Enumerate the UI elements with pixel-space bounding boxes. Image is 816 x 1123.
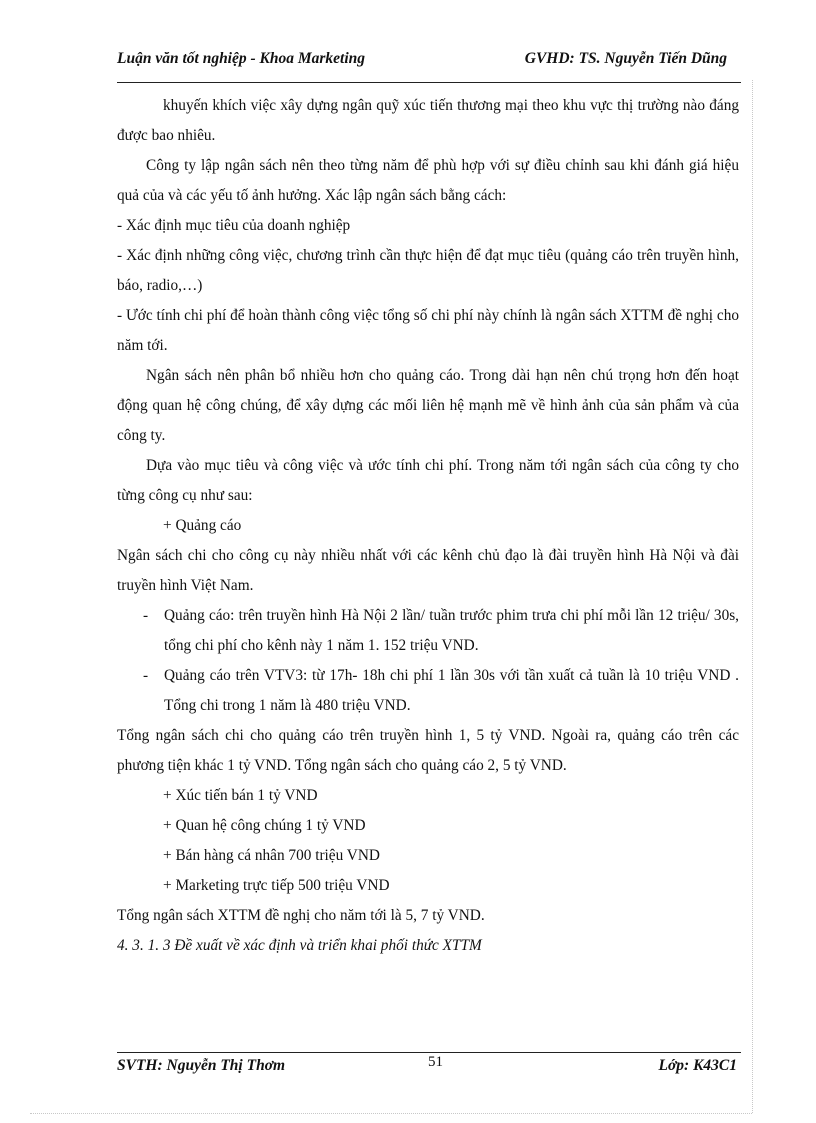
list-item: + Quảng cáo	[163, 517, 242, 534]
header-thesis-title: Luận văn tốt nghiệp - Khoa Marketing	[117, 50, 366, 67]
page-footer	[117, 1054, 741, 1080]
list-item: + Xúc tiến bán 1 tỷ VND	[163, 787, 318, 804]
paragraph: Công ty lập ngân sách nên theo từng năm để phù hợp với sự điều chỉnh sau khi đánh giá hiệu quả của và các yếu tố ảnh hưởng. Xác lập ngân sách bằng cách:	[117, 157, 739, 204]
page-edge-right	[752, 80, 753, 1113]
footer-divider	[117, 1052, 741, 1053]
paragraph: Ngân sách chi cho công cụ này nhiều nhất với các kênh chủ đạo là đài truyền hình Hà Nội và đài truyền hình Việt Nam.	[117, 547, 739, 594]
page-header	[117, 46, 741, 74]
list-item-text: Quảng cáo trên VTV3: từ 17h- 18h chi phí 1 lần 30s với tần xuất cả tuần là 10 triệu VND . Tổng chi trong 1 năm là 480 triệu VND.	[164, 667, 739, 714]
list-item: + Quan hệ công chúng 1 tỷ VND	[163, 817, 366, 834]
footer-class: Lớp: K43C1	[658, 1057, 737, 1074]
list-item	[117, 661, 739, 721]
paragraph: Ngân sách nên phân bổ nhiều hơn cho quảng cáo. Trong dài hạn nên chú trọng hơn đến hoạt động quan hệ công chúng, để xây dựng các mối liên hệ mạnh mẽ về hình ảnh của sản phẩm và của công ty.	[117, 367, 739, 444]
section-heading: 4. 3. 1. 3 Đề xuất về xác định và triển khai phối thức XTTM	[117, 937, 482, 954]
footer-student: SVTH: Nguyễn Thị Thơm	[117, 1057, 286, 1074]
paragraph: Tổng ngân sách chi cho quảng cáo trên truyền hình 1, 5 tỷ VND. Ngoài ra, quảng cáo trên các phương tiện khác 1 tỷ VND. Tổng ngân sách cho quảng cáo 2, 5 tỷ VND.	[117, 727, 739, 774]
paragraph: - Xác định những công việc, chương trình cần thực hiện để đạt mục tiêu (quảng cáo trên truyền hình, báo, radio,…)	[117, 247, 739, 294]
paragraph: Tổng ngân sách XTTM đề nghị cho năm tới là 5, 7 tỷ VND.	[117, 907, 485, 924]
paragraph: khuyến khích việc xây dựng ngân quỹ xúc tiến thương mại theo khu vực thị trường nào đáng được bao nhiêu.	[117, 97, 739, 144]
page-body	[117, 91, 739, 961]
page-edge-bottom	[30, 1113, 752, 1114]
dash-marker: -	[143, 607, 149, 624]
header-divider	[117, 82, 741, 83]
paragraph: Dựa vào mục tiêu và công việc và ước tính chi phí. Trong năm tới ngân sách của công ty cho từng công cụ như sau:	[117, 457, 739, 504]
page-number: 51	[428, 1054, 443, 1070]
dash-marker: -	[143, 667, 149, 684]
paragraph: - Xác định mục tiêu của doanh nghiệp	[117, 217, 351, 234]
list-item-text: Quảng cáo: trên truyền hình Hà Nội 2 lần/ tuần trước phim trưa chi phí mỗi lần 12 triệu/ 30s, tổng chi phí cho kênh này 1 năm 1. 152 triệu VND.	[164, 607, 739, 654]
list-item	[117, 601, 739, 661]
list-item: + Marketing trực tiếp 500 triệu VND	[163, 877, 390, 894]
header-supervisor: GVHD: TS. Nguyễn Tiến Dũng	[524, 50, 727, 67]
list-item: + Bán hàng cá nhân 700 triệu VND	[163, 847, 380, 864]
paragraph: - Ước tính chi phí để hoàn thành công việc tổng số chi phí này chính là ngân sách XTTM đề nghị cho năm tới.	[117, 307, 739, 354]
